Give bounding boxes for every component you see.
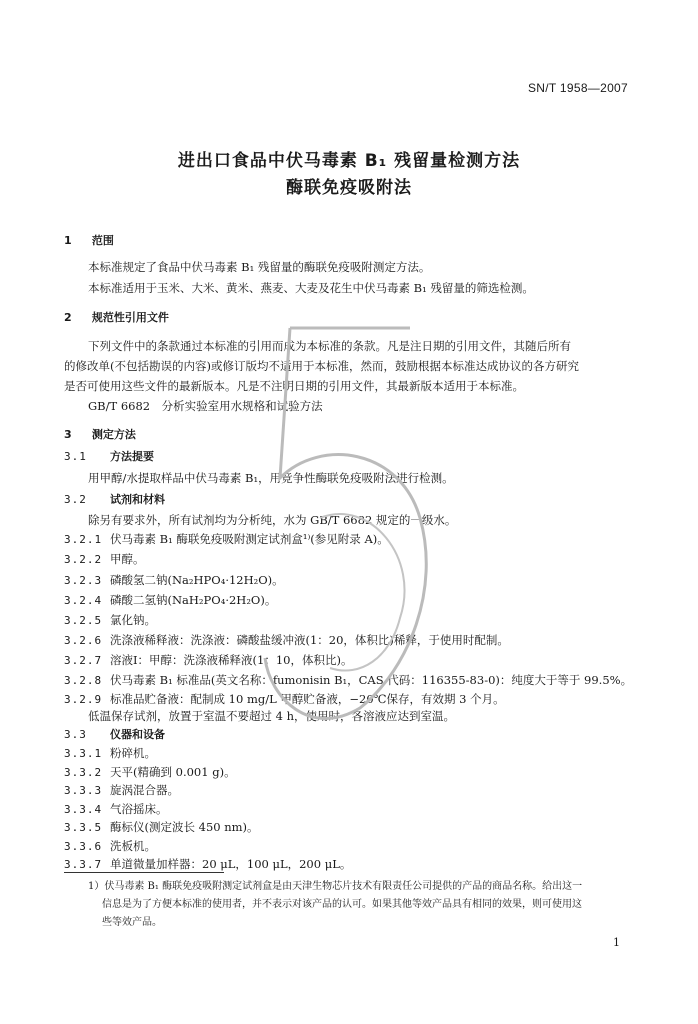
clause-number: 3.2.1 xyxy=(64,533,103,546)
subsection-heading xyxy=(64,727,165,743)
clause-item xyxy=(64,531,389,548)
section-title: 规范性引用文件 xyxy=(88,311,169,324)
clause-number: 3.2.5 xyxy=(64,614,103,627)
clause-number: 3.2.9 xyxy=(64,693,103,706)
subsection-title: 仪器和设备 xyxy=(110,727,165,741)
clause-item xyxy=(64,612,156,629)
clause-text: 伏马毒素 B₁ 酶联免疫吸附测定试剂盒¹⁾(参见附录 A)。 xyxy=(110,532,389,546)
clause-text: 磷酸氢二钠(Na₂HPO₄·12H₂O)。 xyxy=(110,573,284,587)
clause-text: 洗板机。 xyxy=(110,838,156,853)
clause-item xyxy=(64,592,276,609)
clause-text: 甲醇。 xyxy=(110,552,145,566)
paragraph-continuation: 的修改单(不包括勘误的内容)或修订版均不适用于本标准，然而，鼓励根据本标准达成协议的各方研究 xyxy=(64,359,579,373)
clause-number: 3.3.6 xyxy=(64,839,103,853)
clause-number: 3.2.2 xyxy=(64,553,103,566)
clause-text: 天平(精确到 0.001 g)。 xyxy=(110,764,236,779)
clause-number: 3.2.3 xyxy=(64,574,103,587)
clause-item xyxy=(64,819,259,836)
clause-number: 3.3.2 xyxy=(64,765,103,779)
clause-item xyxy=(64,764,236,781)
subsection-title: 方法提要 xyxy=(110,450,154,463)
section-number: 3 xyxy=(64,428,72,441)
footnote-divider xyxy=(64,872,224,873)
section-heading xyxy=(64,310,169,326)
clause-number: 3.2.8 xyxy=(64,674,103,687)
clause-item xyxy=(64,745,156,762)
section-heading xyxy=(64,233,114,249)
clause-item xyxy=(64,632,509,649)
clause-item xyxy=(64,856,351,873)
clause-item xyxy=(64,672,632,689)
subsection-number: 3.2 xyxy=(64,493,87,506)
section-number: 2 xyxy=(64,311,72,324)
clause-text: 伏马毒素 B₁ 标准品(英文名称：fumonisin B₁，CAS 代码：116355-83-0)：纯度大于等于 99.5%。 xyxy=(110,673,633,687)
clause-item xyxy=(64,801,168,818)
page-number: 1 xyxy=(613,936,620,949)
standard-code: SN/T 1958—2007 xyxy=(527,81,628,95)
clause-text: 氯化钠。 xyxy=(110,613,156,627)
paragraph-line: 除另有要求外，所有试剂均为分析纯，水为 GB/T 6682 规定的一级水。 xyxy=(88,513,457,527)
clause-item xyxy=(64,782,179,799)
clause-text: 标准品贮备液：配制成 10 mg/L 甲醇贮备液，−20℃保存，有效期 3 个月。 xyxy=(110,692,505,706)
clause-number: 3.3.1 xyxy=(64,747,103,760)
clause-number: 3.2.7 xyxy=(64,654,103,667)
section-title: 范围 xyxy=(88,234,114,247)
clause-item xyxy=(64,551,145,568)
clause-text: 旋涡混合器。 xyxy=(110,783,179,797)
clause-text: 磷酸二氢钠(NaH₂PO₄·2H₂O)。 xyxy=(110,593,277,607)
clause-number: 3.3.5 xyxy=(64,821,103,834)
clause-text: 酶标仪(测定波长 450 nm)。 xyxy=(110,820,259,834)
clause-item xyxy=(64,691,505,708)
clause-text: 气浴摇床。 xyxy=(110,801,168,816)
clause-item xyxy=(64,572,284,589)
document-title: 进出口食品中伏马毒素 B₁ 残留量检测方法 xyxy=(177,151,521,171)
paragraph-line: GB/T 6682 分析实验室用水规格和试验方法 xyxy=(88,399,323,413)
document-subtitle: 酶联免疫吸附法 xyxy=(286,178,412,198)
clause-number: 3.3.3 xyxy=(64,784,103,797)
clause-text: 粉碎机。 xyxy=(110,746,156,760)
paragraph-line: 下列文件中的条款通过本标准的引用而成为本标准的条款。凡是注日期的引用文件，其随后所有 xyxy=(88,339,571,353)
clause-number: 3.3.4 xyxy=(64,802,103,816)
paragraph-line: 本标准适用于玉米、大米、黄米、燕麦、大麦及花生中伏马毒素 B₁ 残留量的筛选检测。 xyxy=(88,281,534,295)
subsection-number: 3.3 xyxy=(64,727,87,741)
paragraph-continuation: 是否可使用这些文件的最新版本。凡是不注明日期的引用文件，其最新版本适用于本标准。 xyxy=(64,379,524,393)
footnote-line: 些等效产品。 xyxy=(102,917,162,928)
section-title: 测定方法 xyxy=(88,428,136,441)
clause-number: 3.2.6 xyxy=(64,634,103,647)
footnote-line: 1）伏马毒素 B₁ 酶联免疫吸附测定试剂盒是由天津生物芯片技术有限责任公司提供的产品的商品名称。给出这一 xyxy=(88,881,583,892)
clause-text: 洗涤液稀释液：洗涤液：磷酸盐缓冲液(1：20，体积比)稀释，于使用时配制。 xyxy=(110,633,509,647)
footnote-line: 信息是为了方便本标准的使用者，并不表示对该产品的认可。如果其他等效产品具有相同的效果，则可使用这 xyxy=(102,899,582,910)
subsection-number: 3.1 xyxy=(64,450,87,463)
paragraph-line: 本标准规定了食品中伏马毒素 B₁ 残留量的酶联免疫吸附测定方法。 xyxy=(88,260,431,274)
clause-item xyxy=(64,652,352,669)
section-heading xyxy=(64,427,136,443)
clause-number: 3.3.7 xyxy=(64,858,103,871)
paragraph-line: 用甲醇/水提取样品中伏马毒素 B₁，用竞争性酶联免疫吸附法进行检测。 xyxy=(88,471,454,485)
paragraph-line: 低温保存试剂，放置于室温不要超过 4 h，使用时，各溶液应达到室温。 xyxy=(88,709,456,723)
subsection-title: 试剂和材料 xyxy=(110,493,165,506)
clause-item xyxy=(64,838,156,855)
subsection-heading xyxy=(64,449,154,465)
clause-text: 溶液Ⅰ：甲醇：洗涤液稀释液(1：10，体积比)。 xyxy=(110,653,353,667)
clause-number: 3.2.4 xyxy=(64,594,103,607)
section-number: 1 xyxy=(64,234,72,247)
clause-text: 单道微量加样器：20 μL，100 μL，200 μL。 xyxy=(110,857,352,871)
subsection-heading xyxy=(64,492,165,508)
